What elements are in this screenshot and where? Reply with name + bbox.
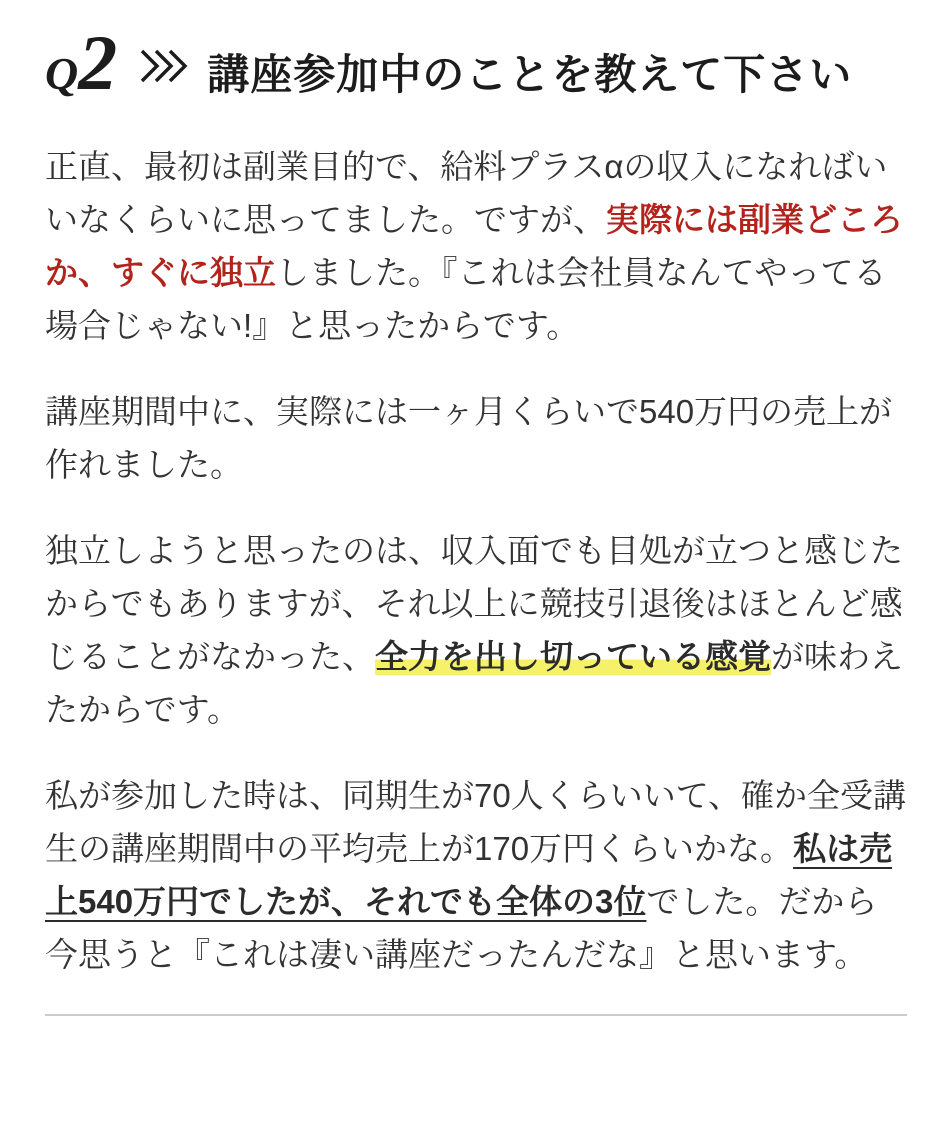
paragraph-text: 正直、最初は副業目的で、給料プラスαの収入になればいいなくらいに思ってました。ですが、: [45, 148, 888, 239]
underlined-bold-text: 私は売上540万円でしたが、それでも全体の3位: [45, 830, 893, 921]
answer-paragraph: [45, 385, 909, 491]
paragraph-text: 私が参加した時は、同期生が70人くらいいて、確か全受講生の講座期間中の平均売上が170万円くらいかな。: [45, 777, 907, 868]
question-title: 講座参加中のことを教えて下さい: [207, 53, 853, 99]
paragraph-text: 独立しようと思ったのは、収入面でも目処が立つと感じたからでもありますが、それ以上に競技引退後はほとんど感じることがなかった、: [45, 532, 903, 676]
answer-paragraph: [45, 524, 909, 736]
paragraph-text: でした。だから今思うと『これは凄い講座だったんだな』と思います。: [45, 883, 878, 974]
paragraph-text: が味わえたからです。: [45, 638, 903, 729]
q-label: Q: [45, 48, 77, 99]
answer-paragraph: [45, 140, 909, 352]
triple-chevron-right-icon: [139, 47, 191, 92]
emphasis-red-text: 実際には副業どころか、すぐに独立: [45, 201, 903, 292]
answer-paragraph: [45, 769, 909, 981]
q-number: 2: [78, 19, 118, 106]
answer-body: [45, 140, 909, 981]
paragraph-text: しました。『これは会社員なんてやってる場合じゃない!』と思ったからです。: [45, 254, 887, 345]
section-divider: [45, 1014, 907, 1016]
question-heading: [45, 19, 909, 106]
highlighted-text: 全力を出し切っている感覚: [375, 638, 771, 676]
paragraph-text: 講座期間中に、実際には一ヶ月くらいで540万円の売上が作れました。: [45, 393, 893, 484]
